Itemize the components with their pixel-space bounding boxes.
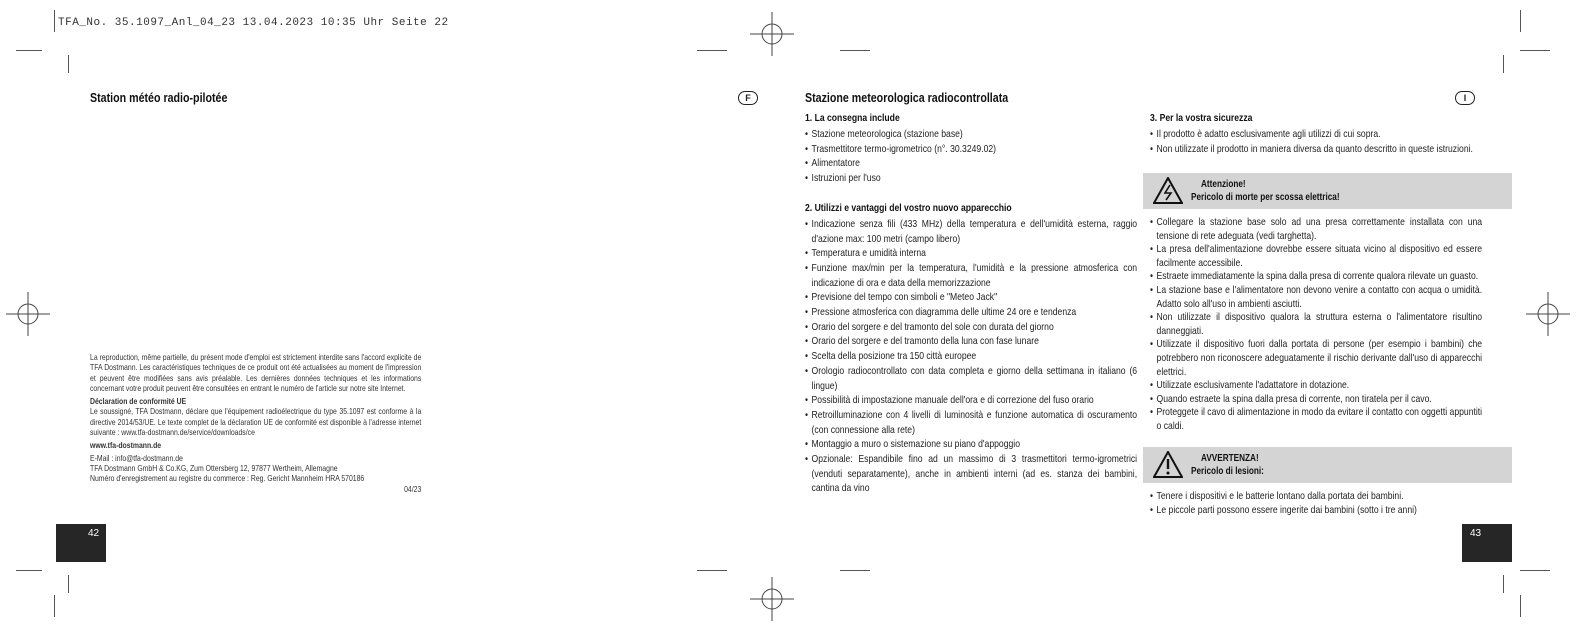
warning1-list-wrap [1150, 216, 1482, 434]
warning-box-electric [1143, 173, 1512, 209]
registration-mark-icon [750, 12, 794, 56]
section1-heading: 1. La consegna include [805, 112, 900, 124]
registry-text: Numéro d'enregistrement au registre du commerce : Reg. Gericht Mannheim HRA 570186 [90, 473, 365, 484]
page-title-left: Station météo radio-pilotée [90, 90, 228, 105]
list-item: • Le piccole parti possono essere ingerite dai bambini (sotto i tre anni) [1150, 504, 1482, 518]
legal-text: La reproduction, même partielle, du présent mode d'emploi est strictement interdite sans l'accord explicite de TFA Dostmann. Les caractéristiques techniques de ce produit ont été actualisées au moment de l'impression et peuvent être modifiées sans avis préalable. Les dernières données techniques et les informations concernant votre produit peuvent être consultées en entrant le numéro de l'article sur notre site Internet. [90, 352, 422, 393]
version-text: 04/23 [404, 483, 422, 494]
registration-mark-icon [1526, 292, 1570, 336]
list-item: • Proteggete il cavo di alimentazione in modo da evitare il contatto con oggetti appuntiti o caldi. [1150, 406, 1482, 433]
list-item: • Retroilluminazione con 4 livelli di luminosità e funzione automatica di oscuramento (con connessione alla rete) [805, 408, 1137, 437]
page-title-right: Stazione meteorologica radiocontrollata [805, 90, 1009, 105]
list-item: • Possibilità di impostazione manuale dell'ora e di correzione del fuso orario [805, 393, 1137, 408]
warning-triangle-icon [1153, 451, 1183, 478]
list-item: • Orologio radiocontrollato con data completa e giorno della settimana in italiano (6 lingue) [805, 364, 1137, 393]
section3-list [1150, 127, 1482, 156]
page-number-box-right [1462, 524, 1512, 562]
list-item: • Orario del sorgere e del tramonto della luna con fase lunare [805, 334, 1137, 349]
list-item: • La presa dell'alimentazione dovrebbe essere situata vicino al dispositivo ed essere facilmente accessibile. [1150, 243, 1482, 270]
list-item: • Istruzioni per l'uso [805, 171, 1137, 186]
warning2-list [1150, 490, 1482, 517]
right-column-2 [1150, 112, 1482, 156]
list-item: • Il prodotto è adatto esclusivamente agli utilizzi di cui sopra. [1150, 127, 1482, 142]
list-item: • Pressione atmosferica con diagramma delle ultime 24 ore e tendenza [805, 305, 1137, 320]
registration-mark-icon [6, 292, 50, 336]
page-number-box-left [56, 524, 106, 562]
list-item: • Orario del sorgere e del tramonto del sole con durata del giorno [805, 320, 1137, 335]
email-text[interactable]: E-Mail : info@tfa-dostmann.de [90, 452, 183, 463]
conformity-heading: Déclaration de conformité UE [90, 396, 187, 407]
list-item: • Scelta della posizione tra 150 città europee [805, 349, 1137, 364]
legal-block [90, 352, 421, 494]
list-item: • Non utilizzate il dispositivo qualora la struttura esterna o l'alimentatore risultino danneggiati. [1150, 311, 1482, 338]
section2-list [805, 217, 1137, 496]
list-item: • Funzione max/min per la temperatura, l'umidità e la pressione atmosferica con indicazione di ora e data della memorizzazione [805, 261, 1137, 290]
warning-subtitle-electric: Pericolo di morte per scossa elettrica! [1191, 192, 1340, 203]
website-link[interactable]: www.tfa-dostmann.de [90, 440, 162, 451]
list-item: • Quando estraete la spina dalla presa di corrente, non tiratela per il cavo. [1150, 393, 1482, 407]
page-number-left: 42 [88, 528, 100, 539]
list-item: • Trasmettitore termo-igrometrico (n°. 30.3249.02) [805, 142, 1137, 157]
list-item: • Tenere i dispositivi e le batterie lontano dalla portata dei bambini. [1150, 490, 1482, 504]
warning-title-injury: AVVERTENZA! [1201, 453, 1259, 464]
list-item: • Non utilizzate il prodotto in maniera diversa da quanto descritto in queste istruzioni. [1150, 142, 1482, 157]
language-badge-fr: F [738, 91, 758, 105]
section3-heading: 3. Per la vostra sicurezza [1150, 112, 1253, 124]
right-column-1 [805, 112, 1137, 496]
list-item: • Utilizzate esclusivamente l'adattatore in dotazione. [1150, 379, 1482, 393]
list-item: • Temperatura e umidità interna [805, 246, 1137, 261]
list-item: • Alimentatore [805, 156, 1137, 171]
page-number-right: 43 [1470, 528, 1482, 539]
conformity-text: Le soussigné, TFA Dostmann, déclare que l'équipement radioélectrique du type 35.1097 est conforme à la directive 2014/53/UE. Le texte complet de la déclaration UE de conformité est disponible à l'adresse internet suivante : www.tfa-dostmann.de/service/downloads/ce [90, 406, 422, 438]
list-item: • Indicazione senza fili (433 MHz) della temperatura e dell'umidità esterna, raggio d'azione max: 100 metri (campo libero) [805, 217, 1137, 246]
registration-mark-icon [750, 577, 794, 621]
list-item: • Utilizzate il dispositivo fuori dalla portata di persone (per esempio i bambini) che potrebbero non riconoscere adeguatamente il rischio derivante dall'uso di apparecchi elettrici. [1150, 338, 1482, 379]
section2-heading: 2. Utilizzi e vantaggi del vostro nuovo apparecchio [805, 201, 1012, 214]
list-item: • Previsione del tempo con simboli e "Meteo Jack" [805, 290, 1137, 305]
print-slug: TFA_No. 35.1097_Anl_04_23 13.04.2023 10:35 Uhr Seite 22 [58, 17, 449, 29]
warning-triangle-icon [1153, 177, 1183, 204]
list-item: • Collegare la stazione base solo ad una presa correttamente installata con una tensione di rete adeguata (vedi targhetta). [1150, 216, 1482, 243]
section1-list [805, 127, 1137, 186]
list-item: • Estraete immediatamente la spina dalla presa di corrente qualora rilevate un guasto. [1150, 270, 1482, 284]
warning-box-injury [1143, 447, 1512, 483]
address-text: TFA Dostmann GmbH & Co.KG, Zum Ottersberg 12, 97877 Wertheim, Allemagne [90, 462, 338, 473]
warning-title-electric: Attenzione! [1201, 179, 1246, 190]
warning1-list [1150, 216, 1482, 434]
warning2-list-wrap [1150, 490, 1482, 517]
warning-subtitle-injury: Pericolo di lesioni: [1191, 466, 1264, 477]
list-item: • Montaggio a muro o sistemazione su piano d'appoggio [805, 437, 1137, 452]
list-item: • La stazione base e l'alimentatore non devono venire a contatto con acqua o umidità. Adatto solo all'uso in ambienti asciutti. [1150, 284, 1482, 311]
list-item: • Stazione meteorologica (stazione base) [805, 127, 1137, 142]
language-badge-it: I [1455, 91, 1475, 105]
list-item: • Opzionale: Espandibile fino ad un massimo di 3 trasmettitori termo-igrometrici (venduti separatamente), anche in ambienti interni (ad es. stanza dei bambini, cantina da vino [805, 452, 1137, 496]
